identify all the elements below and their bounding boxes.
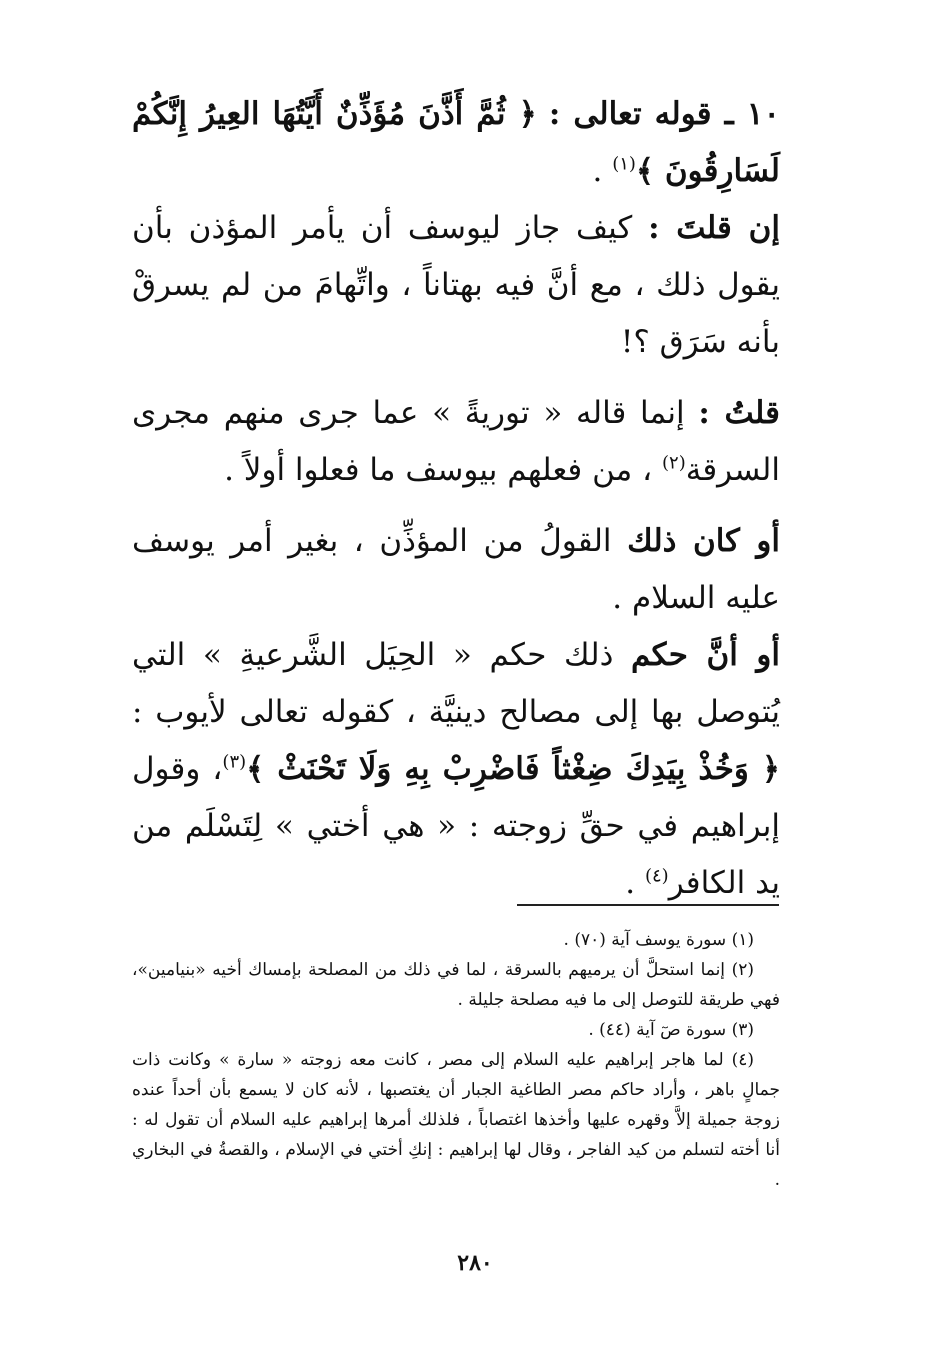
footnote-2: (٢) إنما استحلَّ أن يرميهم بالسرقة ، لما في ذلك من المصلحة بإمساك أخيه «بنيامين»، فهي طريقة للتوصل إلى ما فيه مصلحة جليلة . bbox=[132, 960, 780, 1010]
answer-text-end: ، من فعلهم بيوسف ما فعلوا أولاً . bbox=[224, 452, 653, 488]
footnote-ref-3: (٣) bbox=[222, 751, 247, 773]
footnote-ref-2: (٢) bbox=[662, 452, 686, 474]
alternative-1-lead: أو كان ذلك bbox=[627, 523, 780, 559]
answer-text: إنما قاله « توريةً » عما جرى منهم مجرى السرقة bbox=[132, 395, 780, 488]
quran-verse-ayyub: ﴿ وَخُذْ بِيَدِكَ ضِغْثاً فَاضْرِبْ بِهِ وَلَا تَحْنَثْ ﴾ bbox=[246, 751, 780, 787]
alternative-2-text: ذلك حكم « الحِيَل الشَّرعيةِ » التي يُتوصل بها إلى مصالح دينيَّة ، كقوله تعالى لأيوب : bbox=[132, 637, 780, 730]
paragraph-verse-10 bbox=[132, 86, 780, 200]
footnote-4: (٤) لما هاجر إبراهيم عليه السلام إلى مصر ، كانت معه زوجته « سارة » وكانت ذات جمالٍ باهر ، وأراد حاكم مصر الطاغية الجبار أن يغتصبها ، لأنه كان لا يسمع بأن أحداً عنده زوجة جميلة إلاَّ وقهره عليها وأخذها اغتصاباً ، فلذلك أمرها إبراهيم عليه السلام أن تقول له : أنا أخته لتسلم من كيد الفاجر ، وقال لها إبراهيم : إنكِ أختي في الإسلام ، والقصةُ في البخاري . bbox=[132, 1050, 780, 1190]
sentence-end: . bbox=[625, 865, 636, 901]
page-number: ٢٨٠ bbox=[457, 1250, 493, 1276]
alternative-1-text: القولُ من المؤذِّن ، بغير أمر يوسف عليه السلام . bbox=[132, 523, 780, 616]
answer-lead: قلتُ : bbox=[698, 395, 781, 431]
main-text bbox=[132, 86, 780, 912]
footnote-divider bbox=[517, 904, 779, 906]
footnote-ref-4: (٤) bbox=[644, 865, 669, 887]
footnote-3: (٣) سورة صٓ آية (٤٤) . bbox=[588, 1020, 754, 1040]
paragraph-alternative-1 bbox=[132, 513, 780, 627]
footnotes bbox=[132, 925, 780, 1195]
alternative-2-continuation: ، وقول إبراهيم في حقِّ زوجته : « هي أختي » لِتَسْلَم من يد الكافر bbox=[132, 751, 780, 901]
footnote-ref-1: (١) bbox=[612, 153, 636, 175]
alternative-2-lead: أو أنَّ حكم bbox=[631, 637, 780, 673]
sentence-end: . bbox=[592, 153, 603, 189]
paragraph-alternative-2 bbox=[132, 627, 780, 912]
quran-verse: ﴿ ثُمَّ أَذَّنَ مُؤَذِّنٌ أَيَّتُهَا العِيرُ إِنَّكُمْ لَسَارِقُونَ ﴾ bbox=[132, 96, 780, 189]
footnote-1: (١) سورة يوسف آية (٧٠) . bbox=[563, 930, 754, 950]
paragraph-answer bbox=[132, 385, 780, 499]
verse-number-heading: ١٠ ـ قوله تعالى : bbox=[548, 96, 780, 132]
question-lead: إن قلتَ : bbox=[648, 210, 780, 246]
question-text: كيف جاز ليوسف أن يأمر المؤذن بأن يقول ذلك ، مع أنَّ فيه بهتاناً ، واتِّهامَ من لم يسرقْ بأنه سَرَق ؟! bbox=[132, 210, 780, 360]
paragraph-question bbox=[132, 200, 780, 371]
